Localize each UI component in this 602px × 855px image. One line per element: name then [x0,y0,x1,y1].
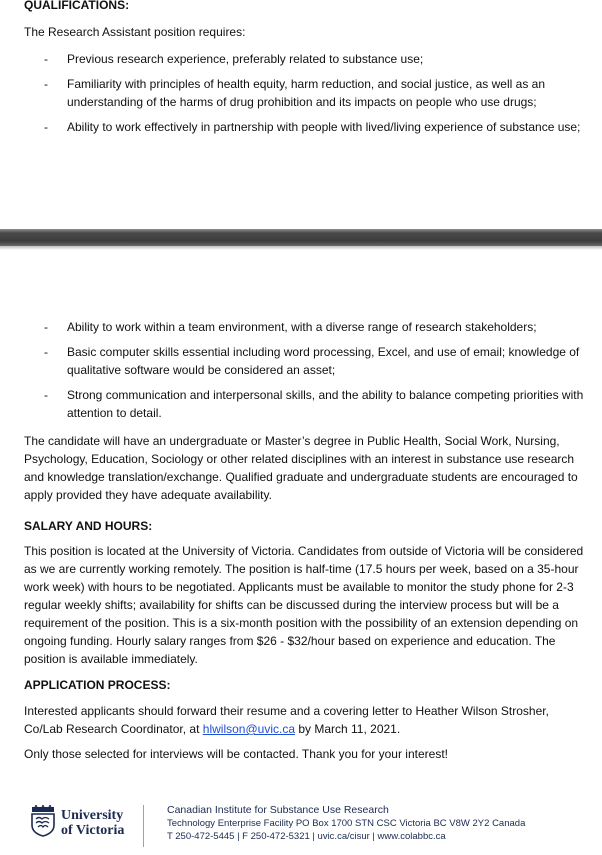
salary-paragraph: This position is located at the University of Victoria. Candidates from outside of Victoria will be considered as we are currently working remotely. The position is half-time (17.5 hours per week, based on a 35-hour work week) with hours to be negotiated. Applicants must be available to monitor the study phone for 2-3 regular weekly shifts; availability for shifts can be discussed during the interview process but will be a requirement of the position. This is a six-month position with the possibility of an extension depending on ongoing funding. Hourly salary ranges from $26 - $32/hour based on experience and education. The position is available immediately. [24,544,584,666]
page-separator [0,229,602,246]
footer-contact-block [167,804,525,843]
logo-wordmark: University of Victoria [61,808,125,838]
application-section [24,676,590,763]
application-heading: APPLICATION PROCESS: [24,678,171,692]
org-name: Canadian Institute for Substance Use Research [167,804,389,816]
qualifications-continued [24,318,590,504]
page-separator-shadow [0,246,602,250]
list-item: - Ability to work effectively in partnership with people with lived/living experience of substance use; [44,120,581,134]
qualifications-list-page2 [24,318,590,422]
closing-line: Only those selected for interviews will be contacted. Thank you for your interest! [24,747,448,761]
university-crest-icon [30,805,56,837]
org-address: Technology Enterprise Facility PO Box 1700 STN CSC Victoria BC V8W 2Y2 Canada [167,818,526,829]
uvic-logo [30,805,140,847]
qualifications-heading: QUALIFICATIONS: [24,0,130,12]
qualifications-list-page1 [24,50,590,136]
footer-divider [143,805,144,847]
qualifications-intro: The Research Assistant position requires: [24,25,246,39]
list-item: - Strong communication and interpersonal skills, and the ability to balance competing priorities with attention to detail. [44,388,584,420]
application-paragraph: Interested applicants should forward their resume and a covering letter to Heather Wilson Strosher, Co/Lab Research Coordinator, at hlwilson@uvic.ca by March 11, 2021. [24,704,549,736]
list-item: - Previous research experience, preferably related to substance use; [44,52,424,66]
candidate-paragraph: The candidate will have an undergraduate or Master’s degree in Public Health, Social Work, Nursing, Psychology, Education, Sociology or other related disciplines with an interest in substance use research and knowledge translation/exchange. Qualified graduate and undergraduate students are encouraged to apply provided they have adequate availability. [24,434,578,502]
salary-heading: SALARY AND HOURS: [24,519,153,533]
list-item: - Basic computer skills essential including word processing, Excel, and use of email; knowledge of qualitative software would be considered an asset; [44,345,580,377]
org-contact: T 250-472-5445 | F 250-472-5321 | uvic.ca/cisur | www.colabbc.ca [167,831,446,842]
email-link[interactable]: hlwilson@uvic.ca [202,722,295,736]
list-item: - Ability to work within a team environment, with a diverse range of research stakeholders; [44,320,537,334]
letterhead-footer [30,803,590,849]
salary-section [24,517,590,668]
list-item: - Familiarity with principles of health equity, harm reduction, and social justice, as well as an understanding of the harms of drug prohibition and its impacts on people who use drugs; [44,77,545,109]
qualifications-section [24,0,590,143]
